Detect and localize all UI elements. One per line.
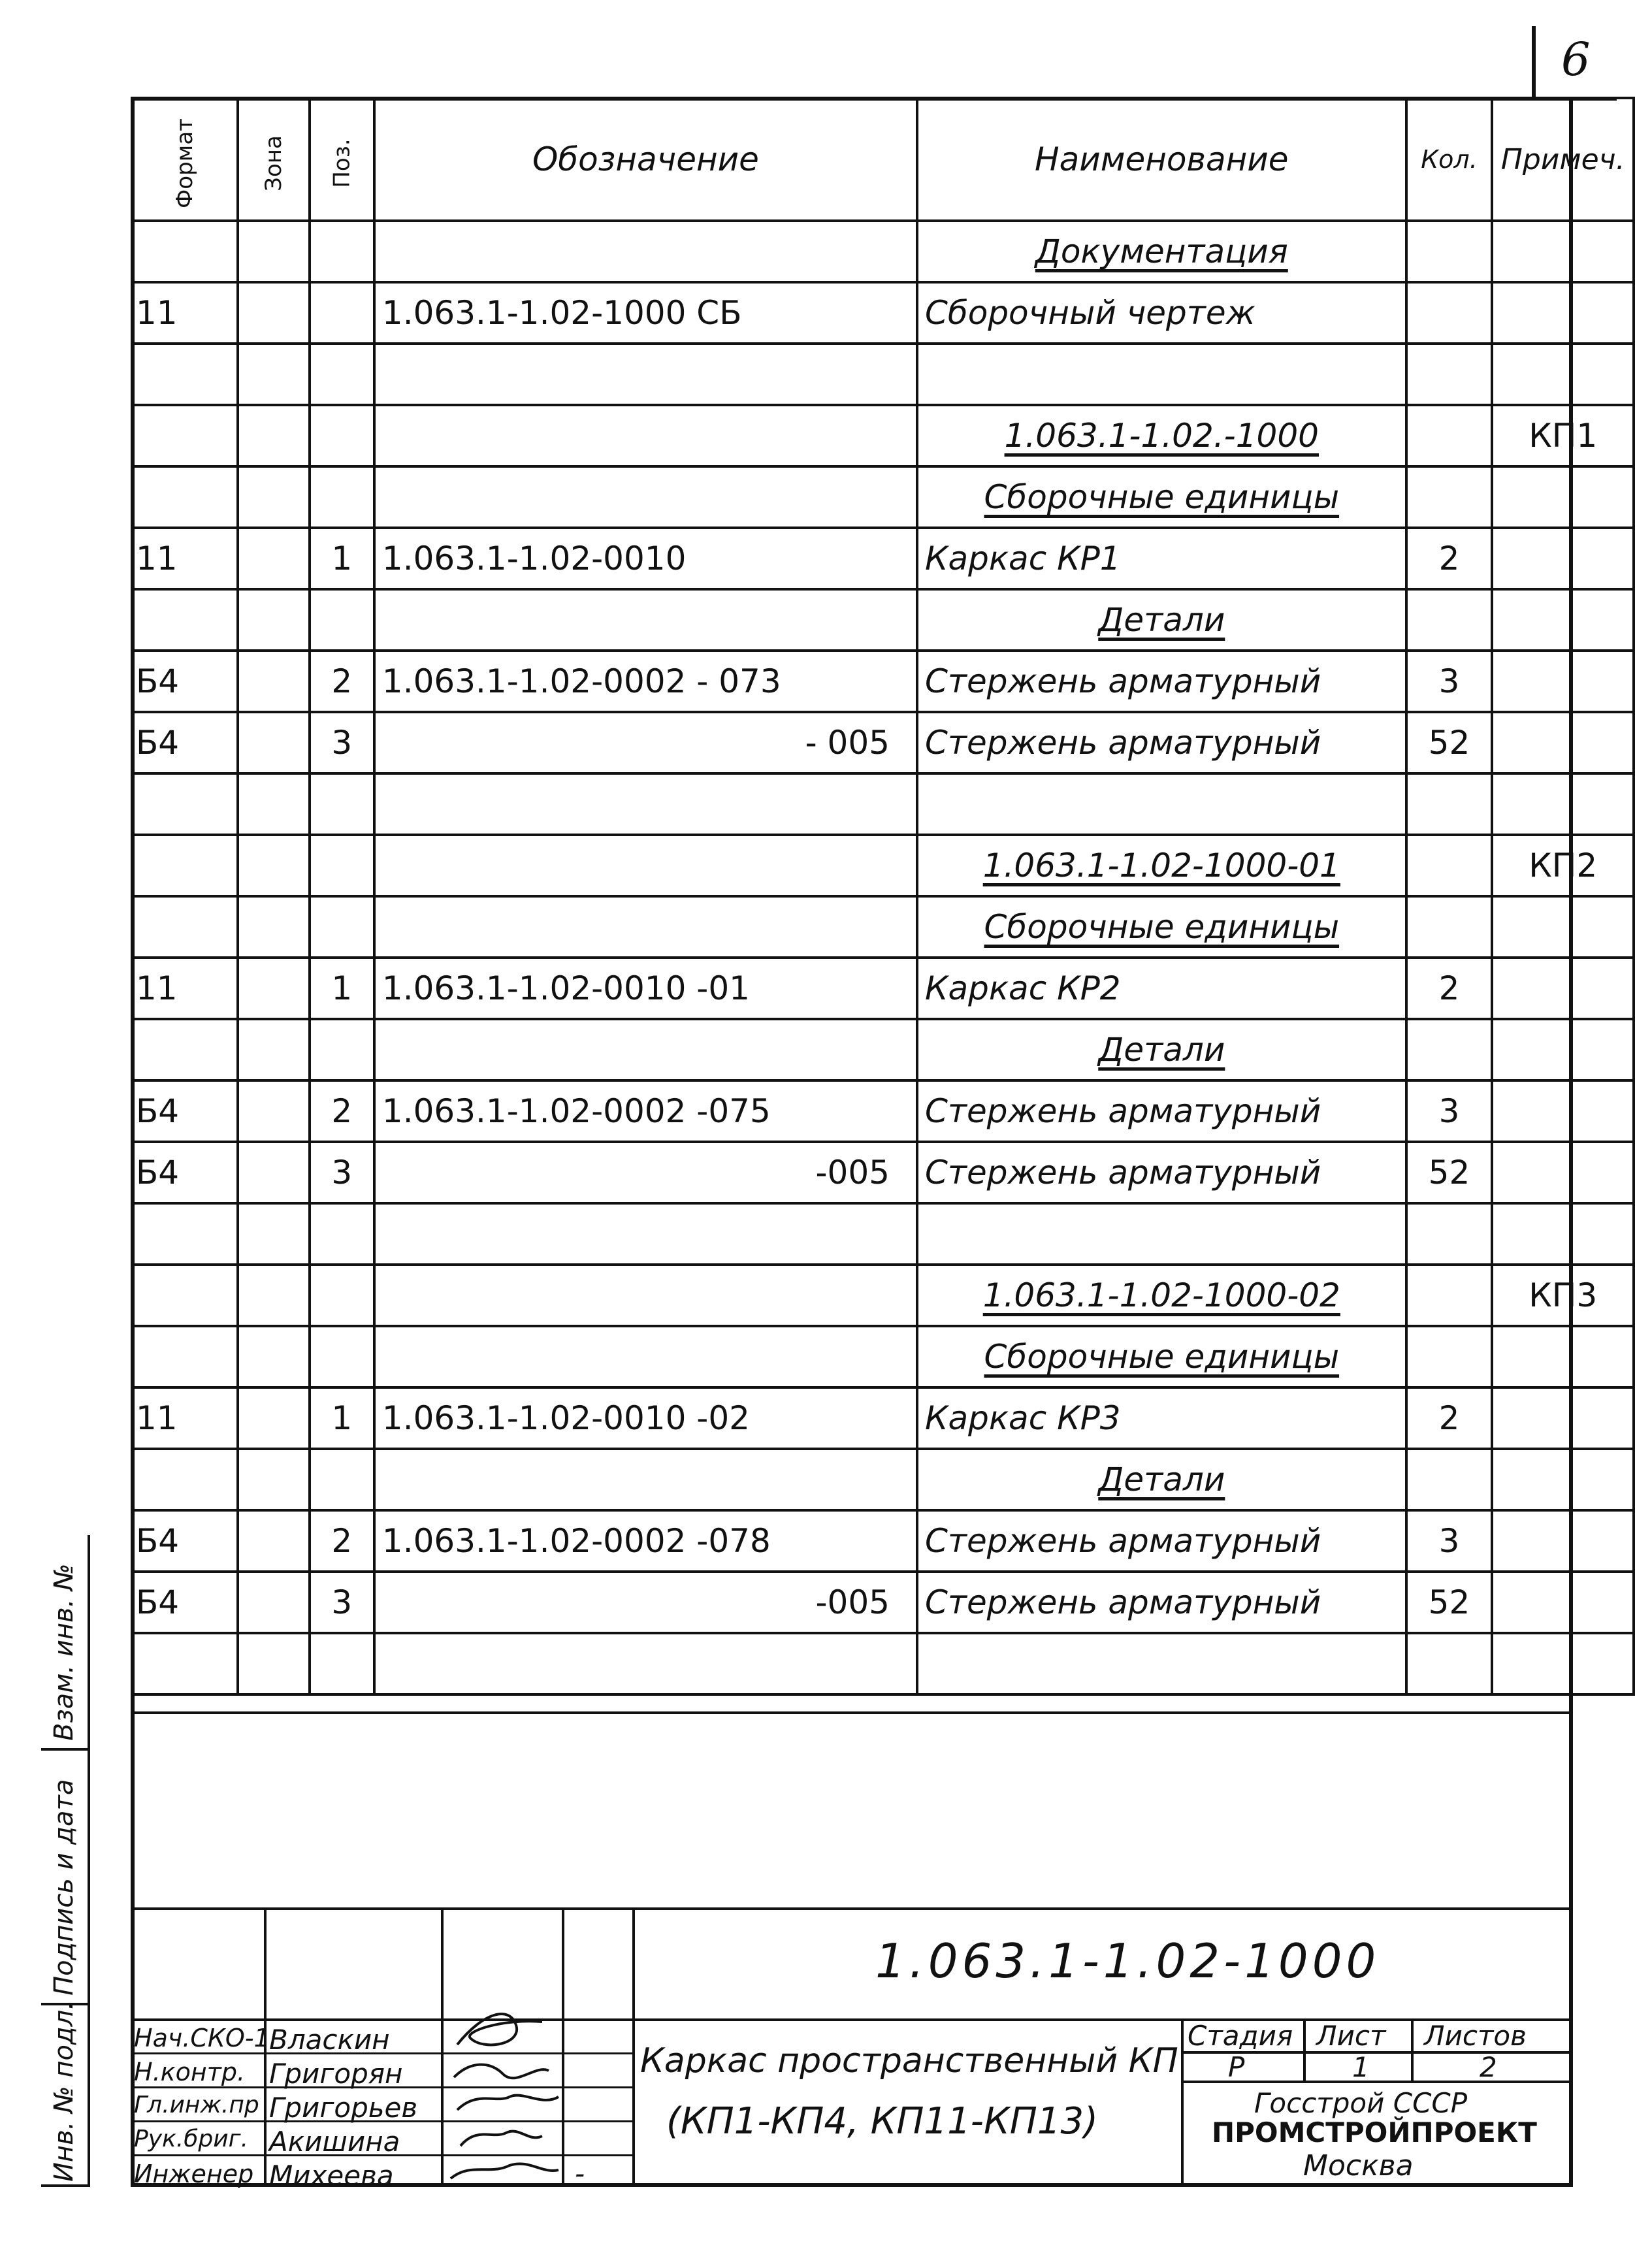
cell-zone: [238, 773, 310, 835]
cell-name: Стержень арматурный: [917, 651, 1406, 712]
cell-quantity: [1406, 1633, 1493, 1694]
cell-quantity: [1406, 1326, 1493, 1387]
cell-name: [917, 773, 1406, 835]
cell-quantity: [1406, 896, 1493, 958]
org-line-2: ПРОМСТРОЙПРОЕКТ: [1212, 2116, 1537, 2148]
stub-replaced-inv-label: Взам. инв. №: [49, 1563, 79, 1741]
table-row: [132, 712, 1634, 773]
header-note: Примеч.: [1492, 98, 1634, 221]
stage-label: Стадия: [1188, 2020, 1293, 2052]
staff-role: Н.контр.: [134, 2058, 246, 2086]
cell-name: [917, 344, 1406, 405]
cell-zone: [238, 1572, 310, 1633]
cell-zone: [238, 589, 310, 651]
cell-name: Сборочный чертеж: [917, 282, 1406, 344]
tb-rule: [562, 1907, 564, 2187]
table-row: [132, 1510, 1634, 1572]
cell-name: Стержень арматурный: [917, 1510, 1406, 1572]
cell-name: [917, 1203, 1406, 1265]
tb-rule: [441, 1907, 444, 2187]
cell-name: Сборочные единицы: [917, 466, 1406, 528]
table-row: [132, 896, 1634, 958]
cell-format: Б4: [132, 1572, 238, 1633]
cell-position: [310, 589, 374, 651]
cell-note: КП3: [1492, 1265, 1634, 1326]
sheet-value: 1: [1352, 2051, 1370, 2083]
cell-note: [1492, 651, 1634, 712]
cell-position: [310, 282, 374, 344]
signatures-image: [444, 1999, 562, 2188]
cell-position: [310, 466, 374, 528]
cell-zone: [238, 282, 310, 344]
cell-quantity: [1406, 1203, 1493, 1265]
cell-designation: [374, 1326, 917, 1387]
cell-quantity: [1406, 466, 1493, 528]
cell-name: Детали: [917, 589, 1406, 651]
cell-quantity: 52: [1406, 1142, 1493, 1203]
cell-note: [1492, 1326, 1634, 1387]
table-bottom-rule: [131, 1711, 1573, 1714]
stub-original-inv-label: Инв. № подл.: [49, 2001, 79, 2182]
cell-zone: [238, 1449, 310, 1510]
cell-note: [1492, 773, 1634, 835]
staff-role: Инженер: [134, 2160, 254, 2188]
org-line-1: Госстрой СССР: [1254, 2087, 1468, 2119]
table-row: [132, 1203, 1634, 1265]
cell-format: [132, 344, 238, 405]
cell-name: 1.063.1-1.02-1000-02: [917, 1265, 1406, 1326]
cell-format: [132, 221, 238, 282]
cell-quantity: 2: [1406, 528, 1493, 589]
cell-designation: [374, 1019, 917, 1080]
cell-name: Стержень арматурный: [917, 712, 1406, 773]
cell-designation: [374, 344, 917, 405]
cell-format: 11: [132, 1387, 238, 1449]
staff-role: Гл.инж.пр: [134, 2092, 259, 2118]
cell-designation: [374, 835, 917, 896]
cell-designation: -005: [374, 1572, 917, 1633]
cell-note: [1492, 589, 1634, 651]
cell-designation: 1.063.1-1.02-0010: [374, 528, 917, 589]
cell-position: 2: [310, 1080, 374, 1142]
cell-name: Детали: [917, 1019, 1406, 1080]
tb-rule: [1303, 2018, 1306, 2081]
cell-note: [1492, 1510, 1634, 1572]
table-row: [132, 651, 1634, 712]
cell-designation: 1.063.1-1.02-0002 - 073: [374, 651, 917, 712]
cell-designation: [374, 1265, 917, 1326]
cell-designation: 1.063.1-1.02-0002 -075: [374, 1080, 917, 1142]
table-row: [132, 1449, 1634, 1510]
sheet-number: 6: [1561, 33, 1591, 86]
table-row: [132, 773, 1634, 835]
cell-format: [132, 589, 238, 651]
cell-designation: [374, 1449, 917, 1510]
table-row: [132, 344, 1634, 405]
table-row: [132, 282, 1634, 344]
cell-position: 2: [310, 1510, 374, 1572]
cell-note: [1492, 282, 1634, 344]
cell-format: [132, 896, 238, 958]
cell-format: Б4: [132, 1142, 238, 1203]
cell-note: [1492, 466, 1634, 528]
cell-zone: [238, 1326, 310, 1387]
table-body: [132, 221, 1634, 1694]
cell-position: 3: [310, 1572, 374, 1633]
cell-quantity: [1406, 221, 1493, 282]
table-row: [132, 466, 1634, 528]
cell-note: КП1: [1492, 405, 1634, 466]
staff-name: Акишина: [269, 2126, 400, 2158]
cell-quantity: [1406, 1449, 1493, 1510]
cell-zone: [238, 1265, 310, 1326]
cell-zone: [238, 1203, 310, 1265]
cell-format: Б4: [132, 1080, 238, 1142]
cell-designation: 1.063.1-1.02-0002 -078: [374, 1510, 917, 1572]
cell-designation: [374, 405, 917, 466]
header-designation: Обозначение: [374, 98, 917, 221]
document-number: 1.063.1-1.02-1000: [875, 1934, 1380, 1988]
table-header-row: [132, 98, 1634, 221]
cell-format: 11: [132, 282, 238, 344]
table-row: [132, 1572, 1634, 1633]
cell-note: [1492, 1633, 1634, 1694]
cell-quantity: 2: [1406, 958, 1493, 1019]
table-row: [132, 958, 1634, 1019]
cell-note: [1492, 344, 1634, 405]
cell-position: [310, 1019, 374, 1080]
table-row: [132, 405, 1634, 466]
table-row: [132, 835, 1634, 896]
cell-name: Каркас КР1: [917, 528, 1406, 589]
cell-name: Документация: [917, 221, 1406, 282]
cell-name: Каркас КР3: [917, 1387, 1406, 1449]
staff-name: Михеева: [269, 2160, 394, 2192]
cell-note: [1492, 1019, 1634, 1080]
cell-name: Сборочные единицы: [917, 1326, 1406, 1387]
cell-zone: [238, 1019, 310, 1080]
cell-zone: [238, 528, 310, 589]
tb-rule: [1181, 2018, 1184, 2187]
header-position: Поз.: [310, 98, 374, 221]
table-row: [132, 1326, 1634, 1387]
cell-zone: [238, 1080, 310, 1142]
cell-position: [310, 1203, 374, 1265]
cell-name: Стержень арматурный: [917, 1080, 1406, 1142]
cell-format: Б4: [132, 1510, 238, 1572]
cell-quantity: 2: [1406, 1387, 1493, 1449]
table-row: [132, 1387, 1634, 1449]
cell-position: [310, 835, 374, 896]
cell-note: [1492, 1203, 1634, 1265]
cell-format: Б4: [132, 712, 238, 773]
cell-note: [1492, 896, 1634, 958]
cell-name: 1.063.1-1.02.-1000: [917, 405, 1406, 466]
cell-designation: [374, 589, 917, 651]
product-name-line-2: (КП1-КП4, КП11-КП13): [666, 2100, 1098, 2143]
cell-position: 2: [310, 651, 374, 712]
date-dash: -: [575, 2158, 585, 2190]
table-row: [132, 221, 1634, 282]
staff-role: Нач.СКО-1: [134, 2024, 270, 2052]
cell-format: [132, 773, 238, 835]
cell-zone: [238, 835, 310, 896]
cell-quantity: [1406, 1019, 1493, 1080]
cell-zone: [238, 221, 310, 282]
cell-designation: [374, 466, 917, 528]
cell-format: [132, 405, 238, 466]
header-name: Наименование: [917, 98, 1406, 221]
staff-name: Григорьев: [269, 2092, 418, 2124]
cell-zone: [238, 1387, 310, 1449]
cell-position: 3: [310, 1142, 374, 1203]
cell-quantity: [1406, 344, 1493, 405]
cell-format: [132, 835, 238, 896]
cell-format: [132, 1633, 238, 1694]
cell-format: [132, 1019, 238, 1080]
stage-value: Р: [1228, 2051, 1245, 2083]
cell-quantity: [1406, 282, 1493, 344]
cell-designation: [374, 1203, 917, 1265]
cell-position: 1: [310, 958, 374, 1019]
product-name-line-1: Каркас пространственный КП: [640, 2041, 1178, 2081]
cell-format: 11: [132, 528, 238, 589]
table-row: [132, 589, 1634, 651]
cell-designation: 1.063.1-1.02-1000 СБ: [374, 282, 917, 344]
cell-designation: -005: [374, 1142, 917, 1203]
cell-quantity: [1406, 773, 1493, 835]
sheet-label: Лист: [1316, 2020, 1386, 2052]
cell-designation: [374, 221, 917, 282]
cell-quantity: 52: [1406, 1572, 1493, 1633]
cell-name: Каркас КР2: [917, 958, 1406, 1019]
cell-designation: - 005: [374, 712, 917, 773]
cell-position: [310, 1265, 374, 1326]
cell-designation: 1.063.1-1.02-0010 -02: [374, 1387, 917, 1449]
cell-quantity: 52: [1406, 712, 1493, 773]
staff-role: Рук.бриг.: [134, 2126, 249, 2152]
staff-name: Власкин: [269, 2024, 390, 2056]
table-row: [132, 1633, 1634, 1694]
cell-name: Сборочные единицы: [917, 896, 1406, 958]
specification-table: [131, 97, 1635, 1696]
tb-rule: [1411, 2018, 1414, 2081]
cell-designation: [374, 896, 917, 958]
cell-note: [1492, 1449, 1634, 1510]
cell-zone: [238, 1633, 310, 1694]
header-format: Формат: [132, 98, 238, 221]
cell-note: [1492, 221, 1634, 282]
cell-position: [310, 344, 374, 405]
table-row: [132, 528, 1634, 589]
cell-quantity: [1406, 405, 1493, 466]
header-zone: Зона: [238, 98, 310, 221]
cell-quantity: 3: [1406, 1510, 1493, 1572]
cell-designation: [374, 1633, 917, 1694]
cell-name: Стержень арматурный: [917, 1572, 1406, 1633]
cell-format: [132, 1326, 238, 1387]
cell-format: [132, 1449, 238, 1510]
org-line-3: Москва: [1303, 2149, 1414, 2182]
cell-note: КП2: [1492, 835, 1634, 896]
cell-note: [1492, 528, 1634, 589]
cell-format: Б4: [132, 651, 238, 712]
cell-name: Детали: [917, 1449, 1406, 1510]
table-row: [132, 1080, 1634, 1142]
cell-format: 11: [132, 958, 238, 1019]
cell-note: [1492, 1572, 1634, 1633]
sheet-number-divider: [1532, 26, 1536, 98]
cell-zone: [238, 958, 310, 1019]
cell-zone: [238, 344, 310, 405]
cell-quantity: 3: [1406, 1080, 1493, 1142]
cell-name: 1.063.1-1.02-1000-01: [917, 835, 1406, 896]
cell-position: 1: [310, 528, 374, 589]
cell-quantity: [1406, 1265, 1493, 1326]
cell-zone: [238, 651, 310, 712]
cell-quantity: [1406, 589, 1493, 651]
cell-position: [310, 221, 374, 282]
cell-note: [1492, 712, 1634, 773]
table-row: [132, 1019, 1634, 1080]
cell-position: 1: [310, 1387, 374, 1449]
cell-zone: [238, 1510, 310, 1572]
cell-note: [1492, 1142, 1634, 1203]
cell-designation: 1.063.1-1.02-0010 -01: [374, 958, 917, 1019]
cell-quantity: 3: [1406, 651, 1493, 712]
cell-zone: [238, 712, 310, 773]
cell-note: [1492, 958, 1634, 1019]
cell-position: [310, 405, 374, 466]
cell-name: Стержень арматурный: [917, 1142, 1406, 1203]
cell-format: [132, 1265, 238, 1326]
table-row: [132, 1265, 1634, 1326]
cell-position: [310, 1326, 374, 1387]
cell-note: [1492, 1387, 1634, 1449]
cell-zone: [238, 405, 310, 466]
cell-quantity: [1406, 835, 1493, 896]
cell-position: [310, 773, 374, 835]
cell-zone: [238, 466, 310, 528]
stub-signature-date-label: Подпись и дата: [49, 1779, 79, 1996]
cell-position: [310, 1449, 374, 1510]
cell-note: [1492, 1080, 1634, 1142]
tb-rule: [632, 1907, 635, 2187]
table-row: [132, 1142, 1634, 1203]
cell-format: [132, 466, 238, 528]
cell-name: [917, 1633, 1406, 1694]
header-quantity: Кол.: [1406, 98, 1493, 221]
cell-position: [310, 1633, 374, 1694]
cell-designation: [374, 773, 917, 835]
sheets-label: Листов: [1424, 2020, 1527, 2052]
staff-name: Григорян: [269, 2058, 403, 2090]
cell-zone: [238, 1142, 310, 1203]
cell-format: [132, 1203, 238, 1265]
cell-zone: [238, 896, 310, 958]
sheets-value: 2: [1480, 2051, 1497, 2083]
cell-position: [310, 896, 374, 958]
cell-position: 3: [310, 712, 374, 773]
